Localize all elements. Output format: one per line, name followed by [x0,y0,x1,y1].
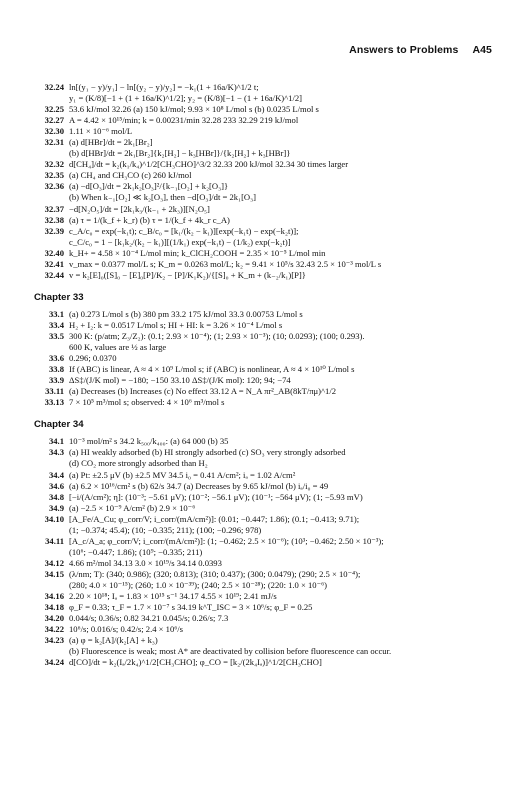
answer-text: d[CH₄]/dt = k₂(k₁/k₄)^1/2[CH₃CHO]^3/2 32.33 200 kJ/mol 32.34 30 times larger [69,159,349,170]
problem-number: 34.1 [48,436,64,447]
answer-line [34,458,504,469]
answer-text: (a) Pt: ±2.5 μV (b) ±2.5 MV 34.5 i₀ = 0.41 A/cm²; iₐ = 1.02 A/cm² [69,469,296,480]
problem-number [34,458,69,469]
answer-text: H₂ + I₂: k = 0.0517 L/mol s; HI + HI: k = 3.26 × 10⁻⁴ L/mol s [69,319,283,330]
answer-line [34,375,504,386]
answer-line [34,558,504,569]
problem-number: 32.24 [44,82,64,92]
answer-line [34,148,504,159]
answer-line [34,342,504,353]
answer-text: 300 K: (p/atm; Z₃/Z₂): (0.1; 2.93 × 10⁻⁴); (1; 2.93 × 10⁻³); (10; 0.0293); (100; 0.293). [69,330,365,341]
answer-line [34,525,504,536]
answer-text: (a) 0.273 L/mol s (b) 380 pm 33.2 175 kJ/mol 33.3 0.00753 L/mol s [69,308,303,319]
problem-number [34,192,69,203]
answer-text: 2.20 × 10¹⁸; Iₐ = 1.83 × 10¹⁵ s⁻¹ 34.17 4.55 × 10¹⁹; 2.41 mJ/s [69,591,277,602]
answer-text: φ_F = 0.33; τ_F = 1.7 × 10⁻⁷ s 34.19 k^T_ISC = 3 × 10⁶/s; φ_F = 0.25 [69,602,313,613]
problem-number [34,547,69,558]
answer-text: (b) Fluorescence is weak; most A* are deactivated by collision before fluorescence can occur. [69,646,392,657]
problem-number: 34.9 [48,502,64,513]
answer-text: (a) −2.5 × 10⁻⁹ A/cm² (b) 2.9 × 10⁻⁶ [69,502,196,513]
answer-text: 1.11 × 10⁻⁶ mol/L [69,126,133,137]
answer-line [34,181,504,192]
answer-text: d[CO]/dt = k₂(Iₐ/2k₄)^1/2[CH₃CHO]; φ_CO = [k₂/(2k₄Iₐ)]^1/2[CH₃CHO] [69,657,322,668]
answer-text: (10⁶; −0.447; 1.86); (10⁹; −0.335; 211) [69,546,203,557]
answer-text: (a) 6.2 × 10¹⁶/cm² s (b) 62/s 34.7 (a) Decreases by 9.65 kJ/mol (b) iₐ/i₀ = 49 [69,480,329,491]
answer-text: (a) −d[O₃]/dt = 2k₁k₂[O₃]²/{k₋₁[O₂] + k₂[O₃]} [69,181,229,192]
answer-line [34,226,504,237]
answer-line [34,215,504,226]
answer-text: (a) d[HBr]/dt = 2k₁[Br₂] [69,137,153,148]
problem-number: 33.6 [48,353,64,364]
answer-text: [A_Fe/A_Cu; φ_corr/V; i_corr/(mA/cm²)]: (0.01; −0.447; 1.86); (0.1; −0.413; 9.71); [69,513,360,524]
answer-line [34,514,504,525]
answers-content [34,82,504,668]
running-head [349,44,492,56]
answer-line [34,569,504,580]
problem-number [34,525,69,536]
answer-line [34,204,504,215]
answer-text: (a) CH₄ and CH₃CO (c) 260 kJ/mol [69,170,192,181]
problem-number [34,580,69,591]
problem-number: 32.27 [44,115,64,126]
answer-line [34,248,504,259]
answer-text: (d) CO₂ more strongly adsorbed than H₂ [69,458,208,469]
answer-line [34,237,504,248]
running-head-title: Answers to Problems [349,44,459,56]
problem-number: 32.31 [44,137,64,148]
answer-section [34,82,504,281]
answer-line [34,492,504,503]
answer-line [34,624,504,635]
answer-line [34,270,504,281]
answer-text: v_max = 0.0377 mol/L s; K_m = 0.0263 mol/L; k₂ = 9.41 × 10⁵/s 32.43 2.5 × 10⁻³ mol/L s [69,258,382,269]
answer-line [34,536,504,547]
answer-text: 600 K, values are ½ as large [69,342,167,353]
problem-number: 32.36 [44,181,64,192]
answer-text: A = 4.42 × 10¹⁵/min; k = 0.00231/min 32.28 233 32.29 219 kJ/mol [69,115,299,126]
problem-number: 34.22 [44,624,64,635]
answer-line [34,259,504,270]
answer-line [34,331,504,342]
problem-number: 34.20 [44,613,64,624]
problem-number: 33.8 [48,364,64,375]
answer-text: 7 × 10⁵ m³/mol s; observed: 4 × 10⁶ m³/mol s [69,397,225,408]
answer-section [34,419,504,668]
answer-line [34,126,504,137]
answer-line [34,447,504,458]
answer-line [34,547,504,558]
problem-number: 34.23 [44,635,64,646]
answer-line [34,137,504,148]
answer-text: 10⁻³ mol/m² s 34.2 k₅₀₀/k₄₀₀: (a) 64 000 (b) 35 [69,436,229,447]
answer-line [34,82,504,93]
answer-text: 0.044/s; 0.36/s; 0.82 34.21 0.045/s; 0.26/s; 7.3 [69,613,229,624]
problem-number: 34.6 [48,480,64,491]
answer-line [34,580,504,591]
problem-number [34,93,69,104]
chapter-heading: Chapter 34 [34,419,84,431]
answer-line [34,613,504,624]
answer-line [34,635,504,646]
answer-text: 0.296; 0.0370 [69,353,117,364]
problem-number: 34.24 [44,657,64,668]
problem-number: 33.5 [48,330,64,341]
answer-text: (λ/nm; T): (340; 0.986); (320; 0.813); (310; 0.437); (300; 0.0479); (290; 2.5 × 10⁻⁴); [69,568,361,579]
answer-line [34,104,504,115]
problem-number: 33.4 [48,319,64,330]
answer-line [34,115,504,126]
answer-line [34,646,504,657]
answer-line [34,436,504,447]
problem-number: 34.10 [44,513,64,524]
answer-text: 53.6 kJ/mol 32.26 (a) 150 kJ/mol; 9.93 × 10⁸ L/mol s (b) 0.0235 L/mol s [69,104,319,115]
answer-text: If (ABC) is linear, A ≈ 4 × 10⁹ L/mol s; if (ABC) is nonlinear, A ≈ 4 × 10¹⁰ L/mol s [69,364,355,375]
problem-number: 32.40 [44,247,64,258]
answer-line [34,657,504,668]
problem-number: 32.41 [44,258,64,269]
answer-text: y₁ = (K/8)[−1 + (1 + 16a/K)^1/2]; y₂ = (K/8)[−1 − (1 + 16a/K)^1/2] [69,93,303,104]
answer-text: 10⁶/s; 0.016/s; 0.42/s; 2.4 × 10⁶/s [69,624,183,635]
answer-text: 4.66 m²/mol 34.13 3.0 × 10¹⁹/s 34.14 0.0393 [69,557,222,568]
answer-line [34,591,504,602]
problem-number: 34.15 [44,568,64,579]
answer-text: c_A/c₀ = exp(−k₁t); c_B/c₀ = [k₁/(k₂ − k₁)][exp(−k₁t) − exp(−k₂t)]; [69,225,299,236]
problem-number: 32.30 [44,126,64,137]
problem-number: 34.16 [44,591,64,602]
answer-line [34,397,504,408]
answer-text: (a) φ = k₂[A]/(k₂[A] + k₃) [69,635,158,646]
answer-text: (b) When k₋₁[O₂] ≪ k₂[O₃], then −d[O₃]/dt = 2k₁[O₃] [69,192,256,203]
answer-line [34,93,504,104]
answer-text: (a) Decreases (b) Increases (c) No effect 33.12 A = N_A πr²_AB(8kT/πμ)^1/2 [69,386,337,397]
problem-number: 34.18 [44,602,64,613]
problem-number: 33.11 [45,386,64,397]
problem-number: 32.35 [44,170,64,181]
answer-line [34,309,504,320]
problem-number: 34.12 [44,557,64,568]
problem-number: 32.32 [44,159,64,170]
problem-number [34,646,69,657]
problem-number: 32.39 [44,225,64,236]
problem-number: 32.38 [44,214,64,225]
problem-number: 34.4 [48,469,64,480]
answer-line [34,503,504,514]
answer-line [34,320,504,331]
answer-text: k_H+ = 4.58 × 10⁻⁴ L/mol min; k_ClCH₂COOH = 2.35 × 10⁻⁵ L/mol min [69,247,326,258]
problem-number: 32.37 [44,203,64,214]
answer-text: ΔS‡/(J/K mol) = −180; −150 33.10 ΔS‡/(J/K mol): 120; 94; −74 [69,375,291,386]
answer-text: (a) HI weakly adsorbed (b) HI strongly adsorbed (c) SO₃ very strongly adsorbed [69,447,346,458]
answer-text: (b) d[HBr]/dt = 2k₁[Br₂]{k₂[H₂] − k₃[HBr]}/{k₂[H₂] + k₃[HBr]} [69,148,291,159]
answer-text: c_C/c₀ = 1 − [k₁k₂/(k₂ − k₁)][(1/k₁) exp(−k₁t) − (1/k₂) exp(−k₂t)] [69,236,291,247]
problem-number: 34.3 [48,447,64,458]
problem-number: 32.25 [44,104,64,115]
answer-text: [A_c/A_a; φ_corr/V; i_corr/(mA/cm²)]: (1; −0.462; 2.5 × 10⁻⁶); (10³; −0.462; 2.50 × 10⁻³); [69,535,384,546]
answer-text: ln[(y₁ − y)/y₁] − ln[(y₂ − y)/y₂] = −k₁(1 + 16a/K)^1/2 t; [69,82,259,92]
problem-number: 33.1 [48,308,64,319]
answer-line [34,170,504,181]
answer-text: [−i/(A/cm²); η]: (10⁻³; −5.61 μV); (10⁻²; −56.1 μV); (10⁻¹; −564 μV); (1; −5.93 mV) [69,491,363,502]
answer-text: (280; 4.0 × 10⁻¹⁵); (260; 1.0 × 10⁻³⁹); (240; 2.5 × 10⁻²⁸); (220: 1.0 × 10⁻⁶) [69,579,327,590]
answer-section [34,292,504,408]
answer-line [34,192,504,203]
problem-number [34,237,69,248]
answer-line [34,353,504,364]
answer-line [34,364,504,375]
problem-number: 33.9 [48,375,64,386]
answer-line [34,602,504,613]
answer-line [34,470,504,481]
problem-number: 34.11 [45,535,64,546]
problem-number [34,148,69,159]
answer-line [34,159,504,170]
problem-number [34,342,69,353]
answer-line [34,386,504,397]
problem-number: 34.8 [48,491,64,502]
answer-line [34,481,504,492]
chapter-heading: Chapter 33 [34,291,84,303]
problem-number: 33.13 [44,397,64,408]
page-number: A45 [472,44,492,56]
answer-text: (1; −0.374; 45.4); (10; −0.335; 211); (100; −0.296; 978) [69,524,262,535]
answer-text: v = k₂[E]₀([S]₀ − [E]₀[P]/K₂ − [P]/K₁K₂)/{[S]₀ + K_m + (k₋₂/k₁)[P]} [69,269,306,280]
answer-text: −d[N₂O₅]/dt = [2k₁k₃/(k₋₁ + 2k₃)][N₂O₅] [69,203,210,214]
answer-text: (a) τ = 1/(k_f + k_r) (b) τ = 1/(k_f + 4k_r c_A) [69,214,230,225]
problem-number: 32.44 [44,269,64,280]
